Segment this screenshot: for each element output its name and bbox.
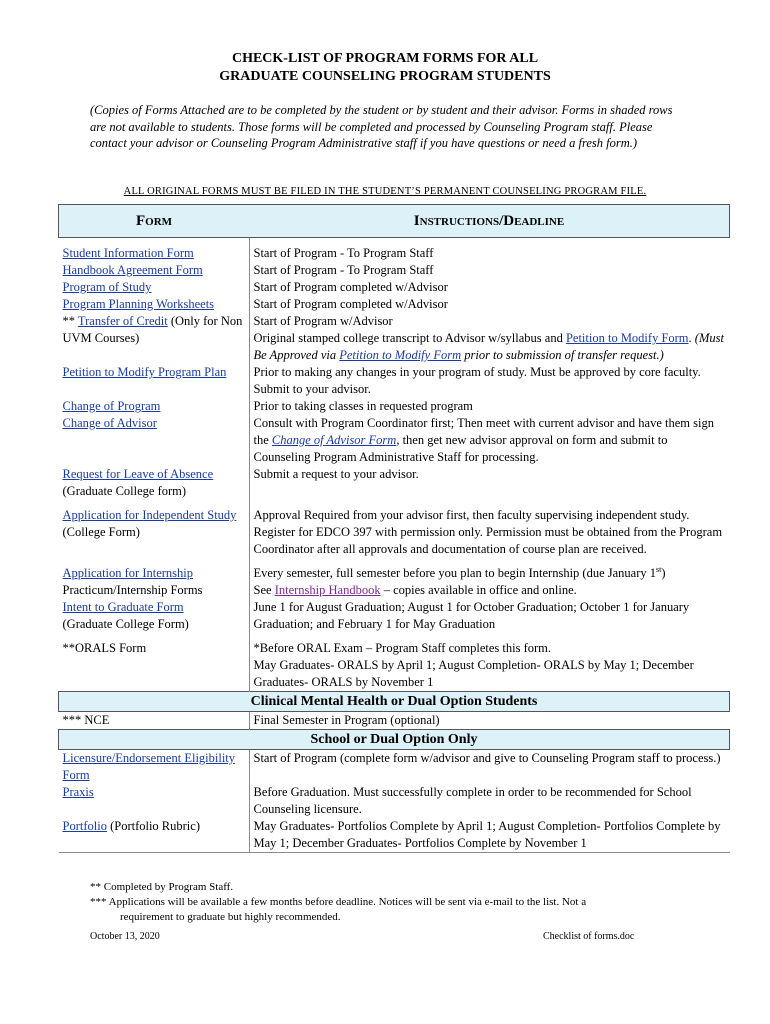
row-instruction: Start of Program completed w/Advisor <box>249 296 730 313</box>
transfer-of-credit-link[interactable]: Transfer of Credit <box>77 314 168 328</box>
row-instruction: Start of Program completed w/Advisor <box>249 279 730 296</box>
header-instructions: Instructions/Deadline <box>249 205 730 238</box>
program-of-study-link[interactable]: Program of Study <box>62 280 152 294</box>
table-row <box>59 712 730 730</box>
intent-to-graduate-link[interactable]: Intent to Graduate Form <box>62 600 184 614</box>
application-independent-study-link[interactable]: Application for Independent Study <box>62 508 237 522</box>
advisor-instr-text-end: , then get new advisor approval on form and submit to Counseling Program Administrative Staff for processing. <box>253 433 668 464</box>
practicum-forms-label: Practicum/Internship Forms <box>62 583 203 597</box>
row-instruction: Start of Program - To Program Staff <box>249 245 730 262</box>
header-form: Form <box>59 205 250 238</box>
nce-label: *** NCE <box>62 713 110 727</box>
program-planning-worksheets-link[interactable]: Program Planning Worksheets <box>62 297 215 311</box>
table-row <box>59 262 730 279</box>
section-header-clinical <box>59 692 730 712</box>
footer-filename: Checklist of forms.doc <box>543 931 635 942</box>
row-instruction: Prior to taking classes in requested program <box>249 398 730 415</box>
intro-text: (Copies of Forms Attached are to be completed by the student or by student and their advisor. Forms in shaded rows are not available to students. Those forms will be completed and processed by Counseling Program staff. Please contact your advisor or Counseling Program Administrative staff if you have questions or need a fresh form.) <box>90 103 673 150</box>
change-of-advisor-link[interactable]: Change of Advisor <box>62 416 157 430</box>
forms-table <box>58 204 730 853</box>
table-row <box>59 364 730 398</box>
table-row <box>59 245 730 262</box>
table-row <box>59 296 730 313</box>
row-instruction: Submit a request to your advisor. <box>249 466 730 500</box>
portfolio-note: (Portfolio Rubric) <box>106 819 200 833</box>
row-instruction: Approval Required from your advisor first, then faculty supervising independent study. Register for EDCO 397 with permission only. Permission must be obtained from the Program Coordinator after all approvals and documentation of course plan are received. <box>249 507 730 558</box>
transfer-instr-period: . <box>688 331 695 345</box>
internship-instr-text: Every semester, full semester before you plan to begin Internship (due January 1 <box>253 566 656 580</box>
handbook-agreement-form-link[interactable]: Handbook Agreement Form <box>62 263 203 277</box>
table-header-row <box>59 205 730 238</box>
row-instruction <box>249 640 730 692</box>
table-row <box>59 398 730 415</box>
row-instruction: Start of Program - To Program Staff <box>249 262 730 279</box>
row-instruction: Start of Program (complete form w/advisor and give to Counseling Program staff to process.) <box>249 750 730 785</box>
orals-instr-1: *Before ORAL Exam – Program Staff completes this form. <box>253 641 552 655</box>
table-row <box>59 507 730 558</box>
table-row <box>59 415 730 466</box>
leave-note: (Graduate College form) <box>62 484 187 498</box>
orals-form-label: **ORALS Form <box>62 641 147 655</box>
row-instruction: May Graduates- Portfolios Complete by April 1; August Completion- Portfolios Complete by May 1; December Graduates- Portfolios Complete by November 1 <box>249 818 730 853</box>
table-row <box>59 565 730 599</box>
row-instruction <box>249 565 730 599</box>
row-instruction: June 1 for August Graduation; August 1 for October Graduation; October 1 for January Graduation; and February 1 for May Graduation <box>249 599 730 633</box>
section-clinical-title: Clinical Mental Health or Dual Option Students <box>59 692 730 712</box>
transfer-instr-italic-end: prior to submission of transfer request.) <box>461 348 664 362</box>
table-row <box>59 466 730 500</box>
transfer-instr-italic: (Must Be Approved via <box>253 331 724 362</box>
internship-handbook-link[interactable]: Internship Handbook <box>274 583 381 597</box>
petition-to-modify-form-link-2[interactable]: Petition to Modify Form <box>339 348 462 362</box>
licensure-eligibility-form-link[interactable]: Licensure/Endorsement Eligibility Form <box>62 751 236 782</box>
footnote-2-cont: requirement to graduate but highly recommended. <box>120 911 341 923</box>
row-instruction <box>249 415 730 466</box>
orals-instr-2: May Graduates- ORALS by April 1; August Completion- ORALS by May 1; December Graduates- ORALS by November 1 <box>253 658 694 689</box>
portfolio-link[interactable]: Portfolio <box>62 819 107 833</box>
section-school-title: School or Dual Option Only <box>59 730 730 750</box>
intent-note: (Graduate College Form) <box>62 617 189 631</box>
petition-to-modify-program-plan-link[interactable]: Petition to Modify Program Plan <box>62 365 227 379</box>
transfer-instr-text: Original stamped college transcript to Advisor w/syllabus and <box>253 331 566 345</box>
praxis-link[interactable]: Praxis <box>62 785 94 799</box>
row-instruction <box>249 313 730 364</box>
title-line-2: GRADUATE COUNSELING PROGRAM STUDENTS <box>219 69 551 84</box>
table-row <box>59 640 730 692</box>
footnote-1: ** Completed by Program Staff. <box>90 881 234 893</box>
internship-instr-sup: st <box>656 564 662 574</box>
table-row <box>59 279 730 296</box>
table-row <box>59 784 730 818</box>
filing-notice: ALL ORIGINAL FORMS MUST BE FILED IN THE STUDENT’S PERMANENT COUNSELING PROGRAM FILE. <box>123 186 647 197</box>
section-header-school <box>59 730 730 750</box>
table-row <box>59 750 730 785</box>
independent-note: (College Form) <box>62 525 140 539</box>
row-instruction: Prior to making any changes in your program of study. Must be approved by core faculty. Submit to your advisor. <box>249 364 730 398</box>
internship-see: See <box>253 583 275 597</box>
change-of-program-link[interactable]: Change of Program <box>62 399 161 413</box>
staff-marker: ** <box>62 314 78 328</box>
table-row <box>59 599 730 633</box>
row-instruction: Final Semester in Program (optional) <box>249 712 730 730</box>
transfer-instr-line1: Start of Program w/Advisor <box>253 314 393 328</box>
title-line-1: CHECK-LIST OF PROGRAM FORMS FOR ALL <box>231 51 539 66</box>
request-leave-of-absence-link[interactable]: Request for Leave of Absence <box>62 467 214 481</box>
table-row <box>59 818 730 853</box>
page-title <box>0 50 770 86</box>
table-row <box>59 313 730 364</box>
application-internship-link[interactable]: Application for Internship <box>62 566 194 580</box>
footer-date: October 13, 2020 <box>90 931 160 942</box>
row-instruction: Before Graduation. Must successfully complete in order to be recommended for School Counseling licensure. <box>249 784 730 818</box>
transfer-note: (Only for Non UVM Courses) <box>62 314 243 345</box>
footnote-2: *** Applications will be available a few months before deadline. Notices will be sent via e-mail to the list. Not a <box>90 896 587 908</box>
petition-to-modify-form-link[interactable]: Petition to Modify Form <box>565 331 689 345</box>
change-of-advisor-form-link[interactable]: Change of Advisor Form <box>271 433 397 447</box>
advisor-instr-text: Consult with Program Coordinator first; Then meet with current advisor and have them sign the <box>253 416 714 447</box>
internship-copies-note: – copies available in office and online. <box>380 583 577 597</box>
internship-instr-close: ) <box>661 566 666 580</box>
student-information-form-link[interactable]: Student Information Form <box>62 246 194 260</box>
footnotes <box>90 880 690 925</box>
